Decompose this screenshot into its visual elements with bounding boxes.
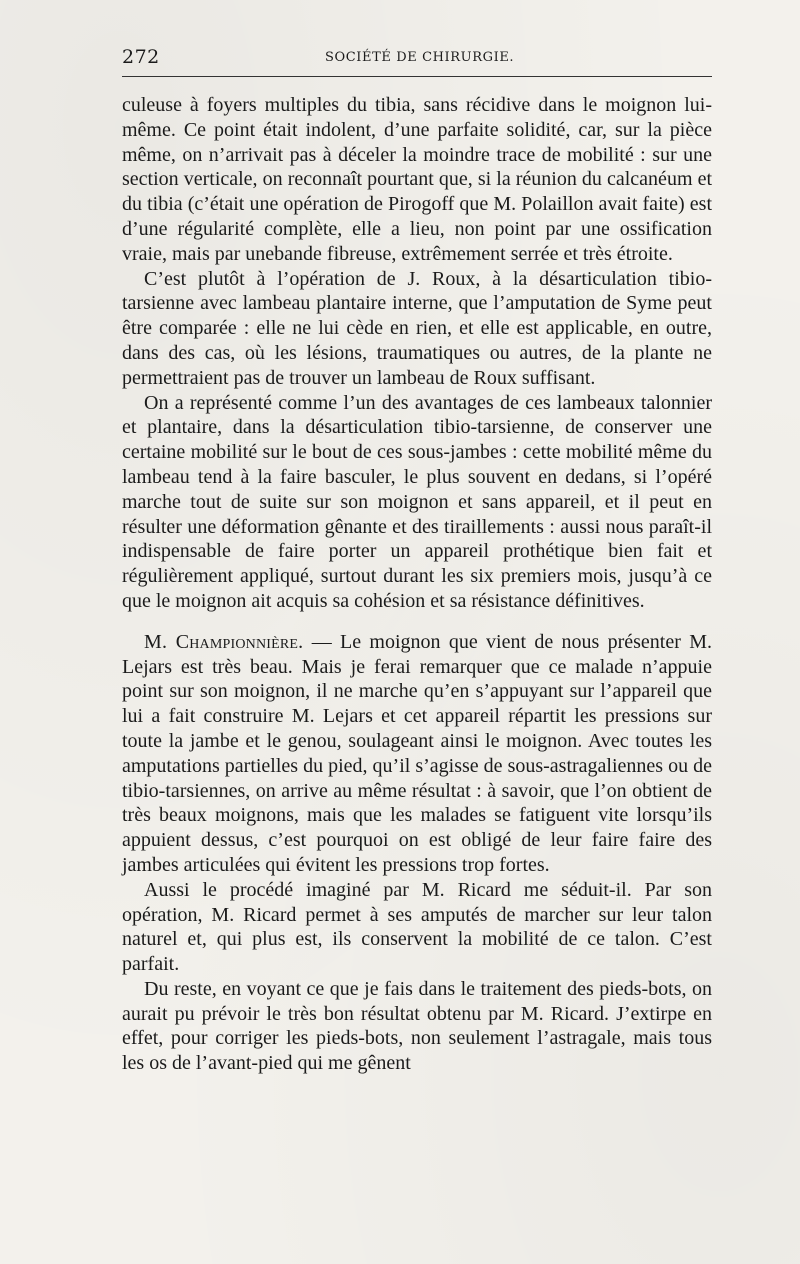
speaker-name: M. Championnière. bbox=[144, 630, 304, 653]
paragraph: C’est plutôt à l’opération de J. Roux, à la désarticulation tibio-tarsienne avec lambeau plantaire interne, que l’amputation de Syme peut être comparée : elle ne lui cède en rien, et elle est applicable, en outre, dans des cas, où les lésions, traumatiques ou autres, de la plante ne permettraient pas de trouver un lambeau de Roux suffisant. bbox=[122, 267, 712, 389]
paragraph-speaker bbox=[122, 630, 712, 878]
page-number: 272 bbox=[122, 46, 160, 68]
running-head: SOCIÉTÉ DE CHIRURGIE. bbox=[325, 50, 515, 65]
paragraph: Aussi le procédé imaginé par M. Ricard me séduit-il. Par son opération, M. Ricard permet à ses amputés de marcher sur leur talon naturel et, qui plus est, ils conservent la mobilité de ce talon. C’est parfait. bbox=[122, 878, 712, 976]
header-rule bbox=[122, 76, 712, 77]
page-header bbox=[122, 42, 712, 72]
speaker-text: — Le moignon que vient de nous présenter M. Lejars est très beau. Mais je ferai remarquer que ce malade n’appuie point sur son moignon, il ne marche qu’en s’appuyant sur l’appareil que lui a fait construire M. Lejars et cet appareil répartit les pressions sur toute la jambe et le genou, soulageant ainsi le moignon. Avec toutes les amputations partielles du pied, qu’il s’agisse de sous-astragaliennes ou de tibio-tarsiennes, on arrive au même résultat : à savoir, que l’on obtient de très beaux moignons, mais que les malades se fatiguent vite lorsqu’ils appuient dessus, c’est pourquoi on est obligé de leur faire faire des jambes articulées qui évitent les pressions trop fortes. bbox=[122, 630, 712, 876]
paragraph: On a représenté comme l’un des avantages de ces lambeaux talonnier et plantaire, dans la désarticulation tibio-tarsienne, de conserver une certaine mobilité sur le bout de ces sous-jambes : cette mobilité même du lambeau tend à la faire basculer, le plus souvent en dedans, si l’opéré marche tout de suite sur son moignon et sans appareil, et il peut en résulter une déformation gênante et des tiraillements : aussi nous paraît-il indispensable de faire porter un appareil prothétique bien fait et régulièrement appliqué, surtout durant les six premiers mois, jusqu’à ce que le moignon ait acquis sa cohésion et sa résistance définitives. bbox=[122, 391, 712, 612]
paragraph-continued: culeuse à foyers multiples du tibia, sans récidive dans le moignon lui-même. Ce point était indolent, d’une parfaite solidité, car, sur la pièce même, on n’arrivait pas à déceler la moindre trace de mobilité : sur une section verticale, on reconnaît pourtant que, si la réunion du calcanéum et du tibia (c’était une opération de Pirogoff que M. Polaillon avait faite) est d’une régularité complète, elle a lieu, non point par une ossification vraie, mais par unebande fibreuse, extrêmement serrée et très étroite. bbox=[122, 94, 712, 265]
body-text bbox=[122, 93, 712, 1076]
paragraph: Du reste, en voyant ce que je fais dans le traitement des pieds-bots, on aurait pu prévoir le très bon résultat obtenu par M. Ricard. J’extirpe en effet, pour corriger les pieds-bots, non seulement l’astragale, mais tous les os de l’avant-pied qui me gênent bbox=[122, 977, 712, 1075]
